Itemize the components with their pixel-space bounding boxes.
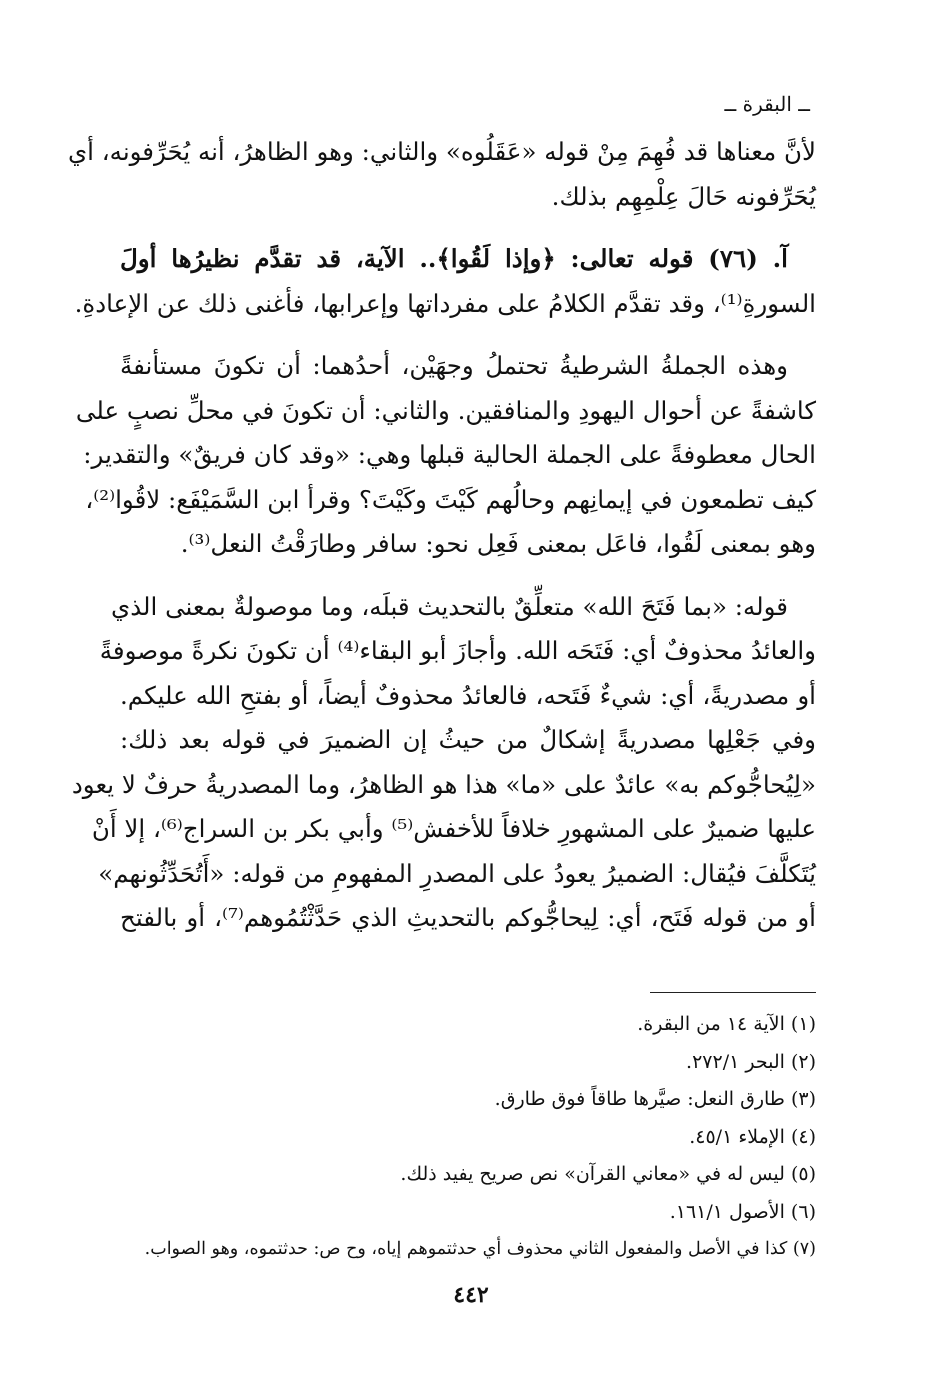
paragraph — [71, 585, 816, 941]
footnote: (٥) ليس له في «معاني القرآن» نص صريح يفيد ذلك. — [400, 1163, 816, 1185]
text-line: والعائدُ محذوفٌ أي: فَتَحَه الله. وأجازَ أبو البقاء⁽⁴⁾ أن تكونَ نكرةً موصوفةً — [99, 636, 816, 665]
text-line: أو من قوله فَتَح، أي: لِيحاجُّوكم بالتحديثِ الذي حَدَّثْتُمُوهم⁽⁷⁾، أو بالفتح — [120, 903, 816, 932]
text-line: «لِيُحاجُّوكم به» عائدٌ على «ما» هذا هو الظاهرُ، وما المصدريةُ حرفٌ لا يعود — [71, 769, 816, 799]
footnote: (٧) كذا في الأصل والمفعول الثاني محذوف أي حدثتموهم إياه، وح ص: حدثتموه، وهو الصواب. — [144, 1239, 816, 1259]
footnotes — [120, 1006, 816, 1269]
footnote: (٣) طارق النعل: صيَّرها طاقاً فوق طارق. — [494, 1088, 816, 1110]
text-line: السورةِ⁽¹⁾، وقد تقدَّم الكلامُ على مفرداتها وإعرابها، فأغنى ذلك عن الإعادةِ. — [74, 288, 816, 318]
footnote: (٤) الإملاء ٤٥/١. — [689, 1125, 816, 1148]
paragraph — [75, 344, 816, 567]
text-line: آ. (٧٦) قوله تعالى: ﴿وإذا لَقُوا﴾.. الآية، قد تقدَّم نظيرُها أولَ — [120, 244, 788, 273]
text-line: كاشفةً عن أحوال اليهودِ والمنافقين. والثاني: أن تكونَ في محلِّ نصبٍ على — [75, 395, 816, 425]
text-line: يُحَرِّفونه حَالَ عِلْمِهِم بذلك. — [551, 181, 816, 211]
text-line: وهو بمعنى لَقُوا، فاعَل بمعنى فَعِل نحو: سافر وطارَقْتُ النعل⁽³⁾. — [180, 529, 816, 558]
text-line: وهذه الجملةُ الشرطيةُ تحتملُ وجهَيْن، أحدُهما: أن تكونَ مستأنفةً — [120, 351, 788, 380]
footnote: (٦) الأصول ١٦١/١. — [669, 1200, 816, 1223]
running-header: ــ البقرة ــ — [724, 92, 810, 116]
footnote: (٢) البحر ٢٧٢/١. — [686, 1050, 816, 1073]
footnote-divider — [650, 992, 816, 993]
text-line: كيف تطمعون في إيمانِهم وحالُهم كَيْتَ وكَيْتَ؟ وقرأ ابن السَّمَيْفَع: لاقُوا⁽²⁾، — [85, 484, 816, 514]
paragraph — [68, 130, 816, 219]
main-text — [68, 130, 816, 941]
text-line: لأنَّ معناها قد فُهِمَ مِنْ قوله «عَقَلُوه» والثاني: وهو الظاهرُ، أنه يُحَرِّفونه، أي — [68, 137, 816, 166]
text-line: قوله: «بما فَتَحَ الله» متعلِّقٌ بالتحديث قبلَه، وما موصولةٌ بمعنى الذي — [111, 591, 788, 621]
text-line: وفي جَعْلِها مصدريةً إشكالٌ من حيثُ إن الضميرَ في قوله بعد ذلك: — [120, 725, 816, 754]
text-line: أو مصدريةً، أي: شيءٌ فَتَحه، فالعائدُ محذوفٌ أيضاً، أو بفتحِ الله عليكم. — [120, 680, 816, 710]
paragraph — [74, 237, 816, 326]
text-line: الحال معطوفةً على الجملة الحالية قبلها وهي: «وقد كان فريقٌ» والتقدير: — [83, 440, 816, 469]
page-number: ٤٤٢ — [453, 1282, 489, 1308]
text-line: عليها ضميرٌ على المشهورِ خلافاً للأخفش⁽⁵⁾ وأبي بكر بن السراج⁽⁶⁾، إلا أَنْ — [91, 814, 816, 843]
footnote: (١) الآية ١٤ من البقرة. — [637, 1013, 816, 1035]
text-line: يُتَكلَّفَ فيُقال: الضميرُ يعودُ على المصدرِ المفهومِ من قوله: «أَتُحَدِّثُونهم» — [98, 858, 816, 888]
